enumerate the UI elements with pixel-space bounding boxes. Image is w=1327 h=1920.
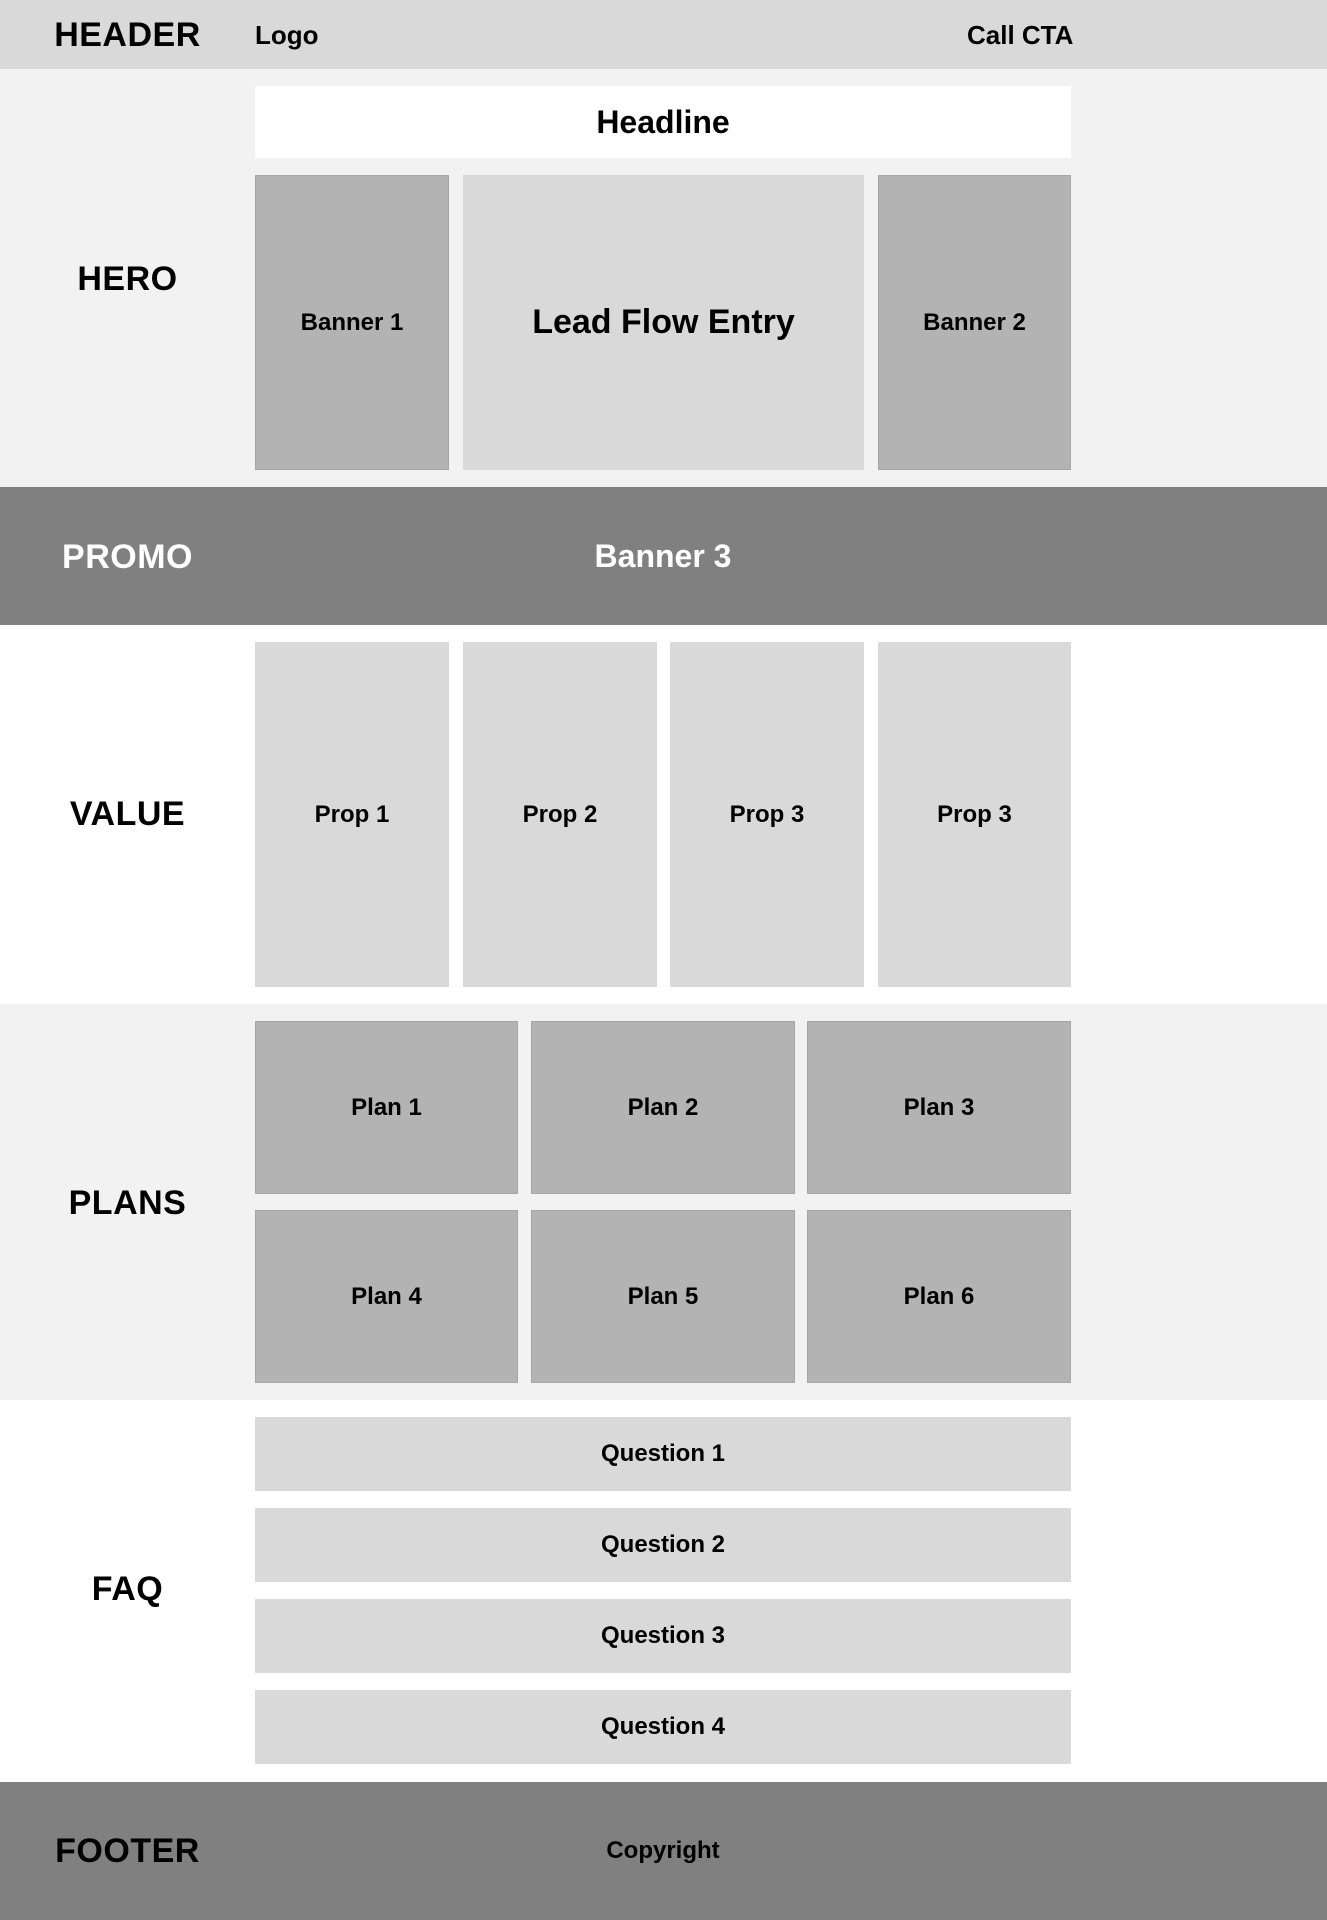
value-section [0,625,1327,1004]
value-prop-card: Prop 1 [255,642,449,987]
headline: Headline [255,86,1071,158]
plan-card[interactable]: Plan 6 [807,1210,1071,1383]
plans-section [0,1004,1327,1400]
faq-section-label: FAQ [91,1570,164,1608]
footer-section-label: FOOTER [55,1832,200,1870]
plan-card[interactable]: Plan 1 [255,1021,518,1194]
hero-section [0,69,1327,487]
hero-section-label: HERO [77,260,178,298]
value-prop-card: Prop 3 [878,642,1071,987]
faq-question[interactable]: Question 4 [255,1690,1071,1764]
faq-question[interactable]: Question 3 [255,1599,1071,1673]
plan-card[interactable]: Plan 4 [255,1210,518,1383]
header-section-label: HEADER [54,16,201,54]
faq-question[interactable]: Question 1 [255,1417,1071,1491]
faq-question[interactable]: Question 2 [255,1508,1071,1582]
plan-card[interactable]: Plan 2 [531,1021,795,1194]
call-cta-button[interactable]: Call CTA [967,20,1074,50]
banner-1[interactable]: Banner 1 [255,175,449,470]
promo-section [0,487,1327,625]
promo-section-label: PROMO [62,538,193,576]
banner-3[interactable]: Banner 3 [594,537,732,574]
value-prop-card: Prop 3 [670,642,864,987]
faq-section [0,1400,1327,1782]
value-section-label: VALUE [69,795,186,833]
plan-card[interactable]: Plan 3 [807,1021,1071,1194]
lead-flow-entry[interactable]: Lead Flow Entry [463,175,864,470]
footer-section [0,1782,1327,1920]
copyright-text: Copyright [606,1837,720,1864]
header-section [0,0,1327,69]
plans-section-label: PLANS [68,1184,187,1222]
plan-card[interactable]: Plan 5 [531,1210,795,1383]
value-prop-card: Prop 2 [463,642,657,987]
logo[interactable]: Logo [255,20,319,50]
banner-2[interactable]: Banner 2 [878,175,1071,470]
